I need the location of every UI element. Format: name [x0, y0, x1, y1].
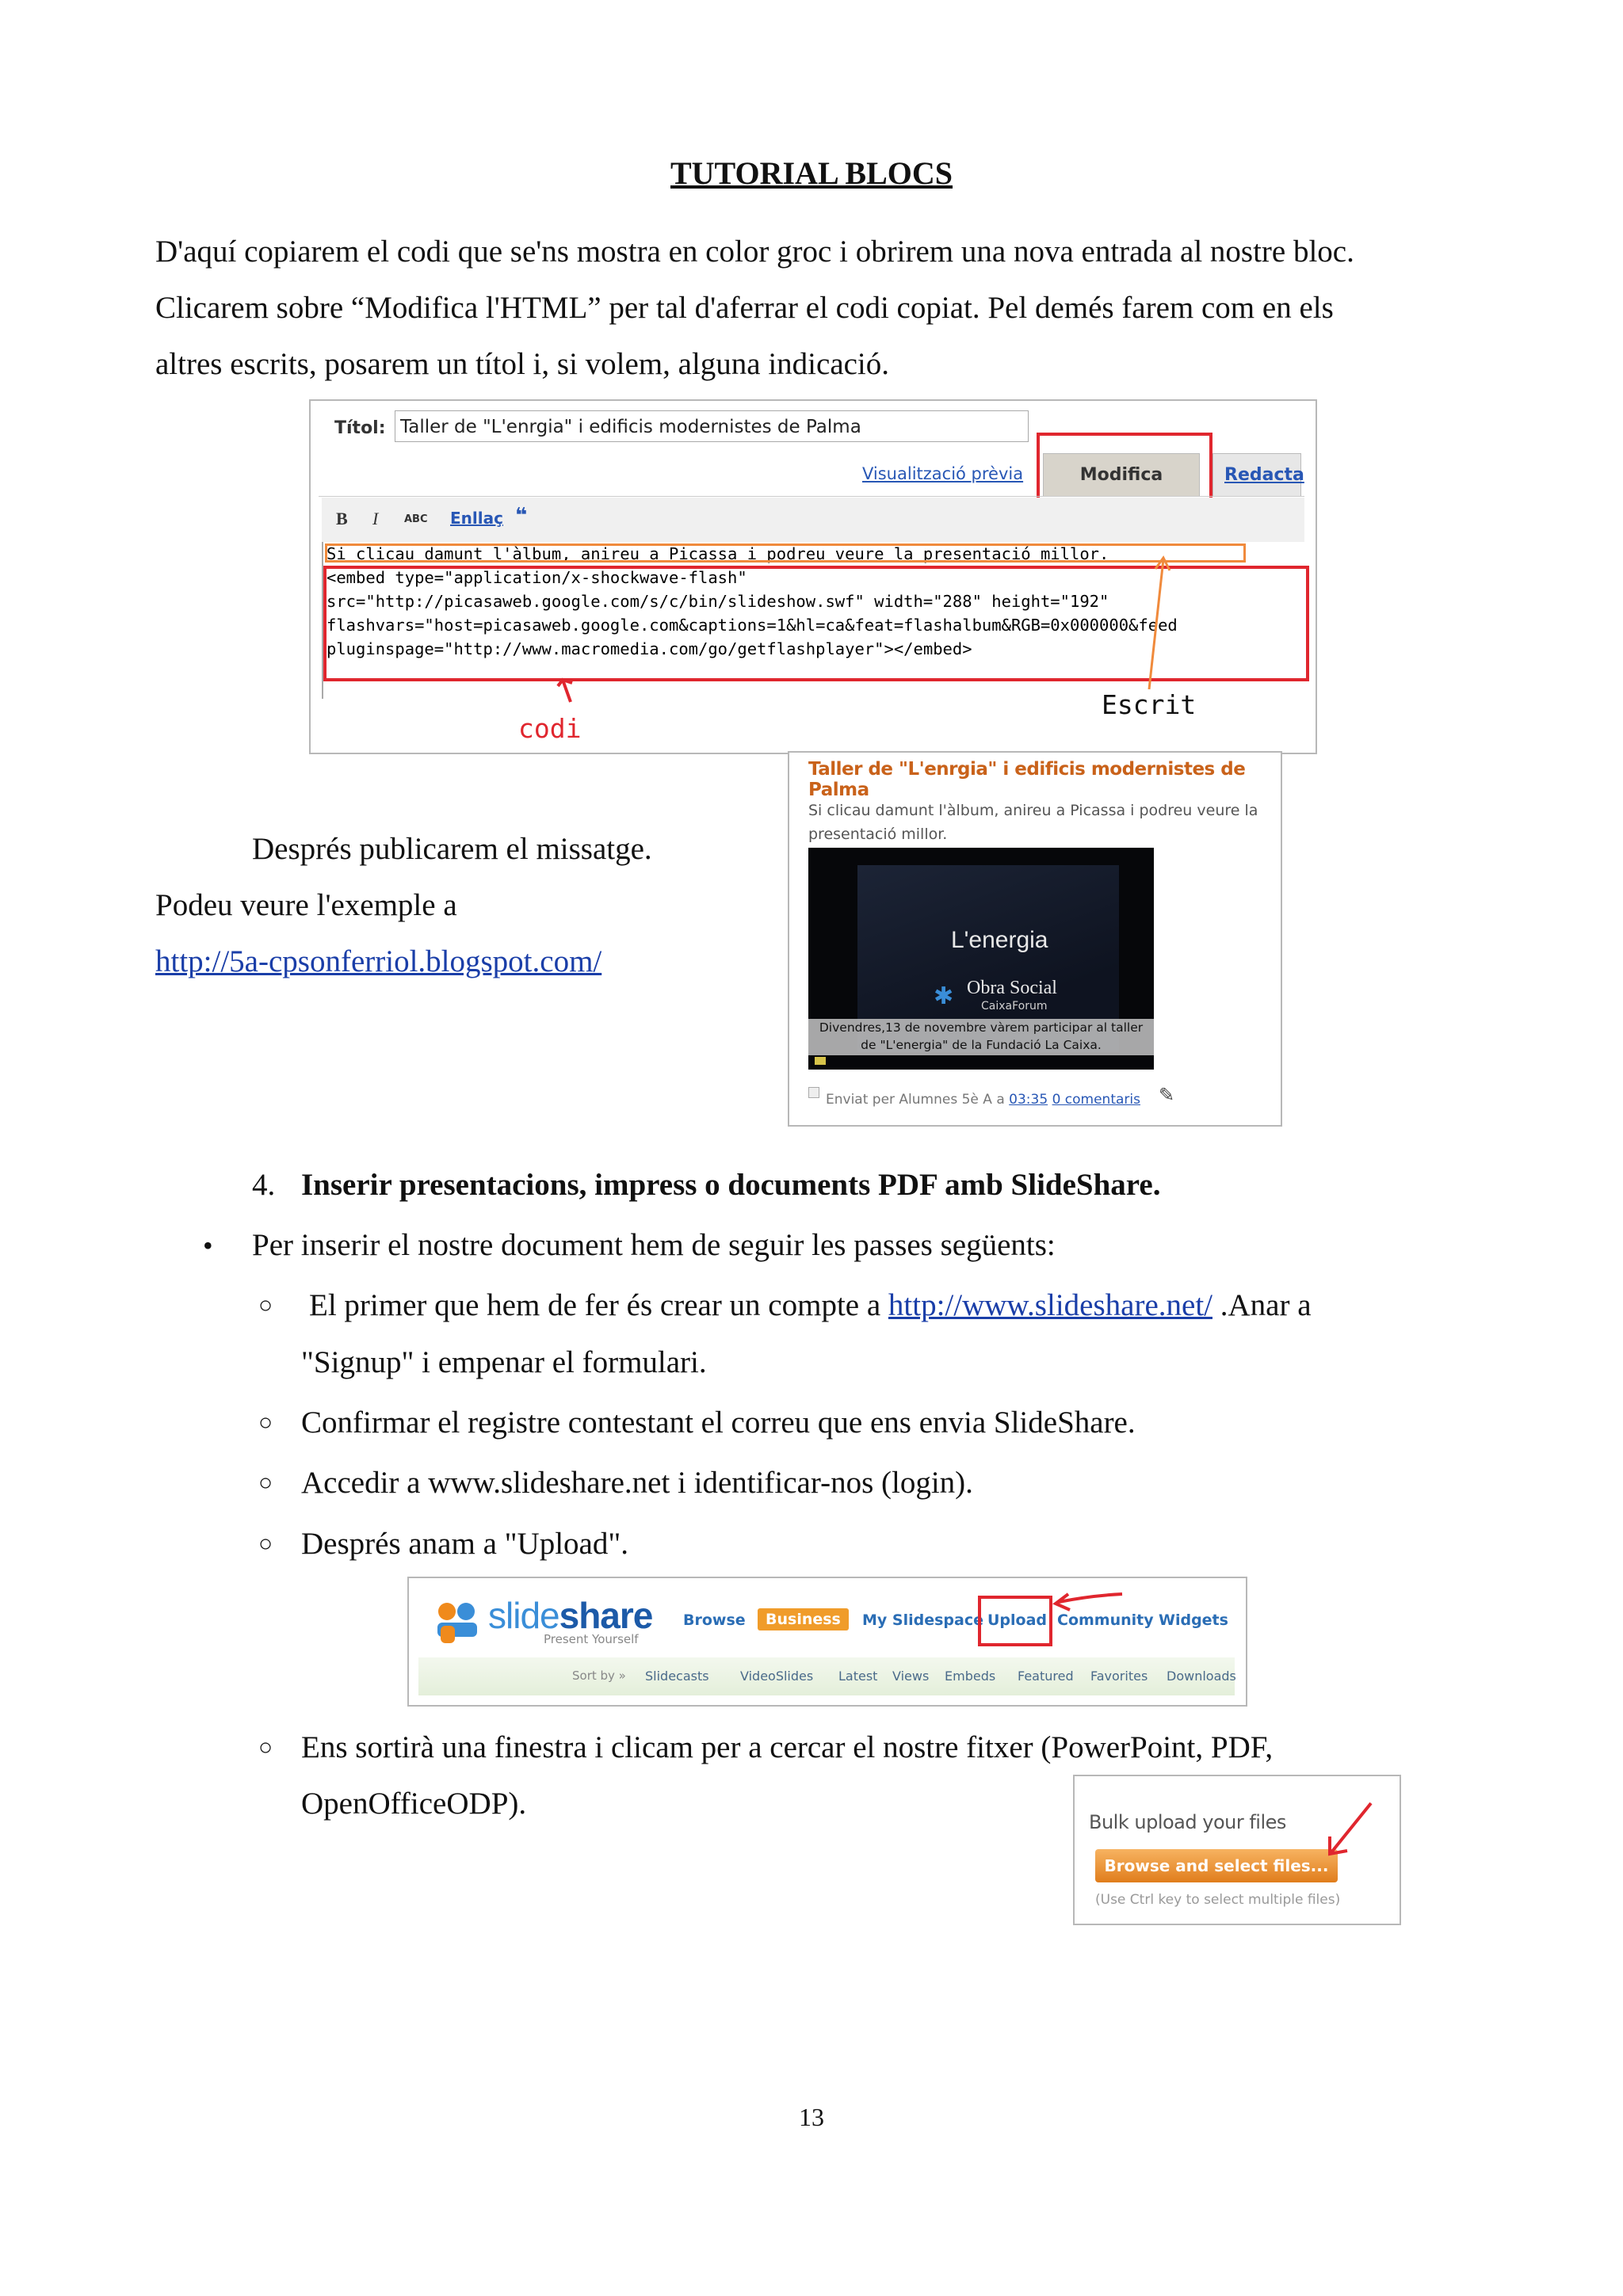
spellcheck-button[interactable]: ABC: [404, 513, 428, 525]
sort-by-label: Sort by »: [572, 1669, 626, 1683]
sub-featured[interactable]: Featured: [1018, 1669, 1074, 1684]
comments-link[interactable]: 0 comentaris: [1052, 1092, 1140, 1108]
step-2: Confirmar el registre contestant el correu que ens envia SlideShare.: [301, 1405, 1136, 1440]
nav-browse[interactable]: Browse: [683, 1611, 746, 1629]
step-4: Després anam a "Upload".: [301, 1527, 629, 1561]
post-footer-prefix: Enviat per Alumnes 5è A a: [826, 1092, 1005, 1108]
publish-text: Després publicarem el missatge.: [252, 832, 652, 866]
section-heading: Inserir presentacions, impress o documents PDF amb SlideShare.: [301, 1168, 1161, 1202]
post-time-link[interactable]: 03:35: [1009, 1092, 1048, 1108]
slideshow-embed[interactable]: [808, 848, 1154, 1070]
sub-views[interactable]: Views: [892, 1669, 930, 1684]
step-1-continued: "Signup" i empenar el formulari.: [301, 1345, 707, 1379]
sub-downloads[interactable]: Downloads: [1167, 1669, 1236, 1684]
step-1-text-b: .Anar a: [1220, 1288, 1312, 1322]
browse-files-button[interactable]: Browse and select files...: [1095, 1849, 1338, 1882]
preview-link[interactable]: Visualització prèvia: [862, 464, 1024, 483]
page-title: TUTORIAL BLOCS: [670, 155, 953, 191]
section-number: 4.: [252, 1168, 276, 1202]
post-title: Taller de "L'enrgia" i edificis modernistes de Palma: [808, 759, 1246, 800]
step-4-bullet-icon: ○: [258, 1531, 273, 1557]
bulk-upload-hint: (Use Ctrl key to select multiple files): [1095, 1892, 1341, 1908]
blog-post-screenshot: [788, 751, 1282, 1127]
step-5-bullet-icon: ○: [258, 1734, 273, 1760]
code-line-1: Si clicau damunt l'àlbum, anireu a Picassa i podreu veure la presentació millor.: [327, 544, 1109, 563]
step-2-bullet-icon: ○: [258, 1409, 273, 1436]
slideshare-logo-icon: [430, 1592, 485, 1648]
edit-pencil-icon[interactable]: ✎: [1159, 1084, 1175, 1106]
step-1: [309, 1277, 1312, 1334]
sub-favorites[interactable]: Favorites: [1090, 1669, 1148, 1684]
code-line-5: pluginspage="http://www.macromedia.com/go/getflashplayer"></embed>: [327, 639, 972, 658]
bullet-text: Per inserir el nostre document hem de seguir les passes següents:: [252, 1228, 1056, 1262]
example-text: Podeu veure l'exemple a: [155, 888, 457, 922]
bullet-icon: •: [203, 1230, 213, 1261]
caixa-star-icon: ✱: [934, 982, 954, 1010]
sub-embeds[interactable]: Embeds: [945, 1669, 996, 1684]
upload-arrow-icon: [1043, 1586, 1130, 1618]
slideshare-subnav: [418, 1657, 1235, 1695]
sub-slidecasts[interactable]: Slidecasts: [645, 1669, 709, 1684]
bulk-upload-title: Bulk upload your files: [1089, 1811, 1286, 1833]
nav-my-slidespace[interactable]: My Slidespace: [862, 1611, 983, 1629]
tab-edit-html[interactable]: Modifica: [1043, 453, 1200, 496]
intro-line-1: D'aquí copiarem el codi que se'ns mostra en color groc i obrirem una nova entrada al nostre bloc.: [155, 235, 1354, 269]
blog-example-link[interactable]: http://5a-cpsonferriol.blogspot.com/: [155, 944, 602, 978]
bulk-upload-screenshot: [1073, 1775, 1401, 1925]
step-3: Accedir a www.slideshare.net i identificar-nos (login).: [301, 1466, 973, 1500]
slideshare-tagline: Present Yourself: [544, 1632, 639, 1646]
slideshare-link[interactable]: http://www.slideshare.net/: [888, 1288, 1212, 1322]
code-line-4: flashvars="host=picasaweb.google.com&captions=1&hl=ca&feat=flashalbum&RGB=0x000000&feed: [327, 616, 1178, 635]
code-line-3: src="http://picasaweb.google.com/s/c/bin/slideshow.swf" width="288" height="192": [327, 592, 1109, 611]
post-title-input[interactable]: Taller de "L'enrgia" i edificis modernistes de Palma: [395, 410, 1029, 442]
step-5-continued: OpenOfficeODP).: [301, 1787, 527, 1821]
slide-caixaforum: CaixaForum: [981, 1000, 1048, 1013]
title-label: Títol:: [334, 418, 386, 438]
code-annotation: codi: [518, 713, 582, 744]
italic-button[interactable]: I: [372, 509, 379, 528]
post-body-text: Si clicau damunt l'àlbum, anireu a Picassa i podreu veure la presentació millor.: [808, 802, 1258, 843]
slide-title: L'energia: [951, 927, 1048, 953]
text-annotation: Escrit: [1102, 689, 1197, 720]
step-5: Ens sortirà una finestra i clicam per a cercar el nostre fitxer (PowerPoint, PDF,: [301, 1730, 1274, 1764]
slide-caption-line-2: de "L'energia" de la Fundació La Caixa.: [861, 1038, 1102, 1052]
page-number: 13: [799, 2103, 824, 2131]
nav-widgets[interactable]: Widgets: [1159, 1611, 1228, 1629]
logo-part-1: slide: [488, 1595, 559, 1636]
link-button[interactable]: Enllaç: [450, 509, 503, 528]
slide-caption: [808, 1019, 1154, 1055]
upload-highlight: [978, 1596, 1052, 1646]
logo-part-2: share: [559, 1595, 653, 1636]
nav-upload[interactable]: Upload: [987, 1611, 1048, 1629]
slideshow-icon: [815, 1057, 826, 1065]
quote-icon[interactable]: ❝: [515, 504, 528, 528]
post-footer: [826, 1092, 1140, 1108]
intro-line-2: Clicarem sobre “Modifica l'HTML” per tal d'aferrar el codi copiat. Pel demés farem com en els: [155, 291, 1334, 325]
step-3-bullet-icon: ○: [258, 1470, 273, 1496]
sub-videoslides[interactable]: VideoSlides: [740, 1669, 814, 1684]
slide-obra-social: Obra Social: [967, 978, 1057, 998]
code-line-2: <embed type="application/x-shockwave-flash": [327, 568, 747, 587]
nav-business[interactable]: Business: [758, 1608, 849, 1630]
slide-caption-line-1: Divendres,13 de novembre vàrem participar al taller: [819, 1020, 1144, 1035]
browse-arrow-icon: [1320, 1800, 1384, 1863]
post-icon: [808, 1087, 819, 1098]
nav-community[interactable]: Community: [1057, 1611, 1154, 1629]
bold-button[interactable]: B: [336, 509, 348, 528]
step-1-text: El primer que hem de fer és crear un compte a: [309, 1288, 881, 1322]
intro-line-3: altres escrits, posarem un títol i, si volem, alguna indicació.: [155, 347, 890, 381]
slideshare-header-screenshot: [407, 1577, 1247, 1707]
slideshare-logo[interactable]: [488, 1594, 652, 1637]
sub-latest[interactable]: Latest: [838, 1669, 878, 1684]
step-1-bullet-icon: ○: [258, 1292, 273, 1318]
tab-compose[interactable]: Redacta: [1212, 453, 1301, 496]
blogger-editor-screenshot: [309, 399, 1317, 754]
